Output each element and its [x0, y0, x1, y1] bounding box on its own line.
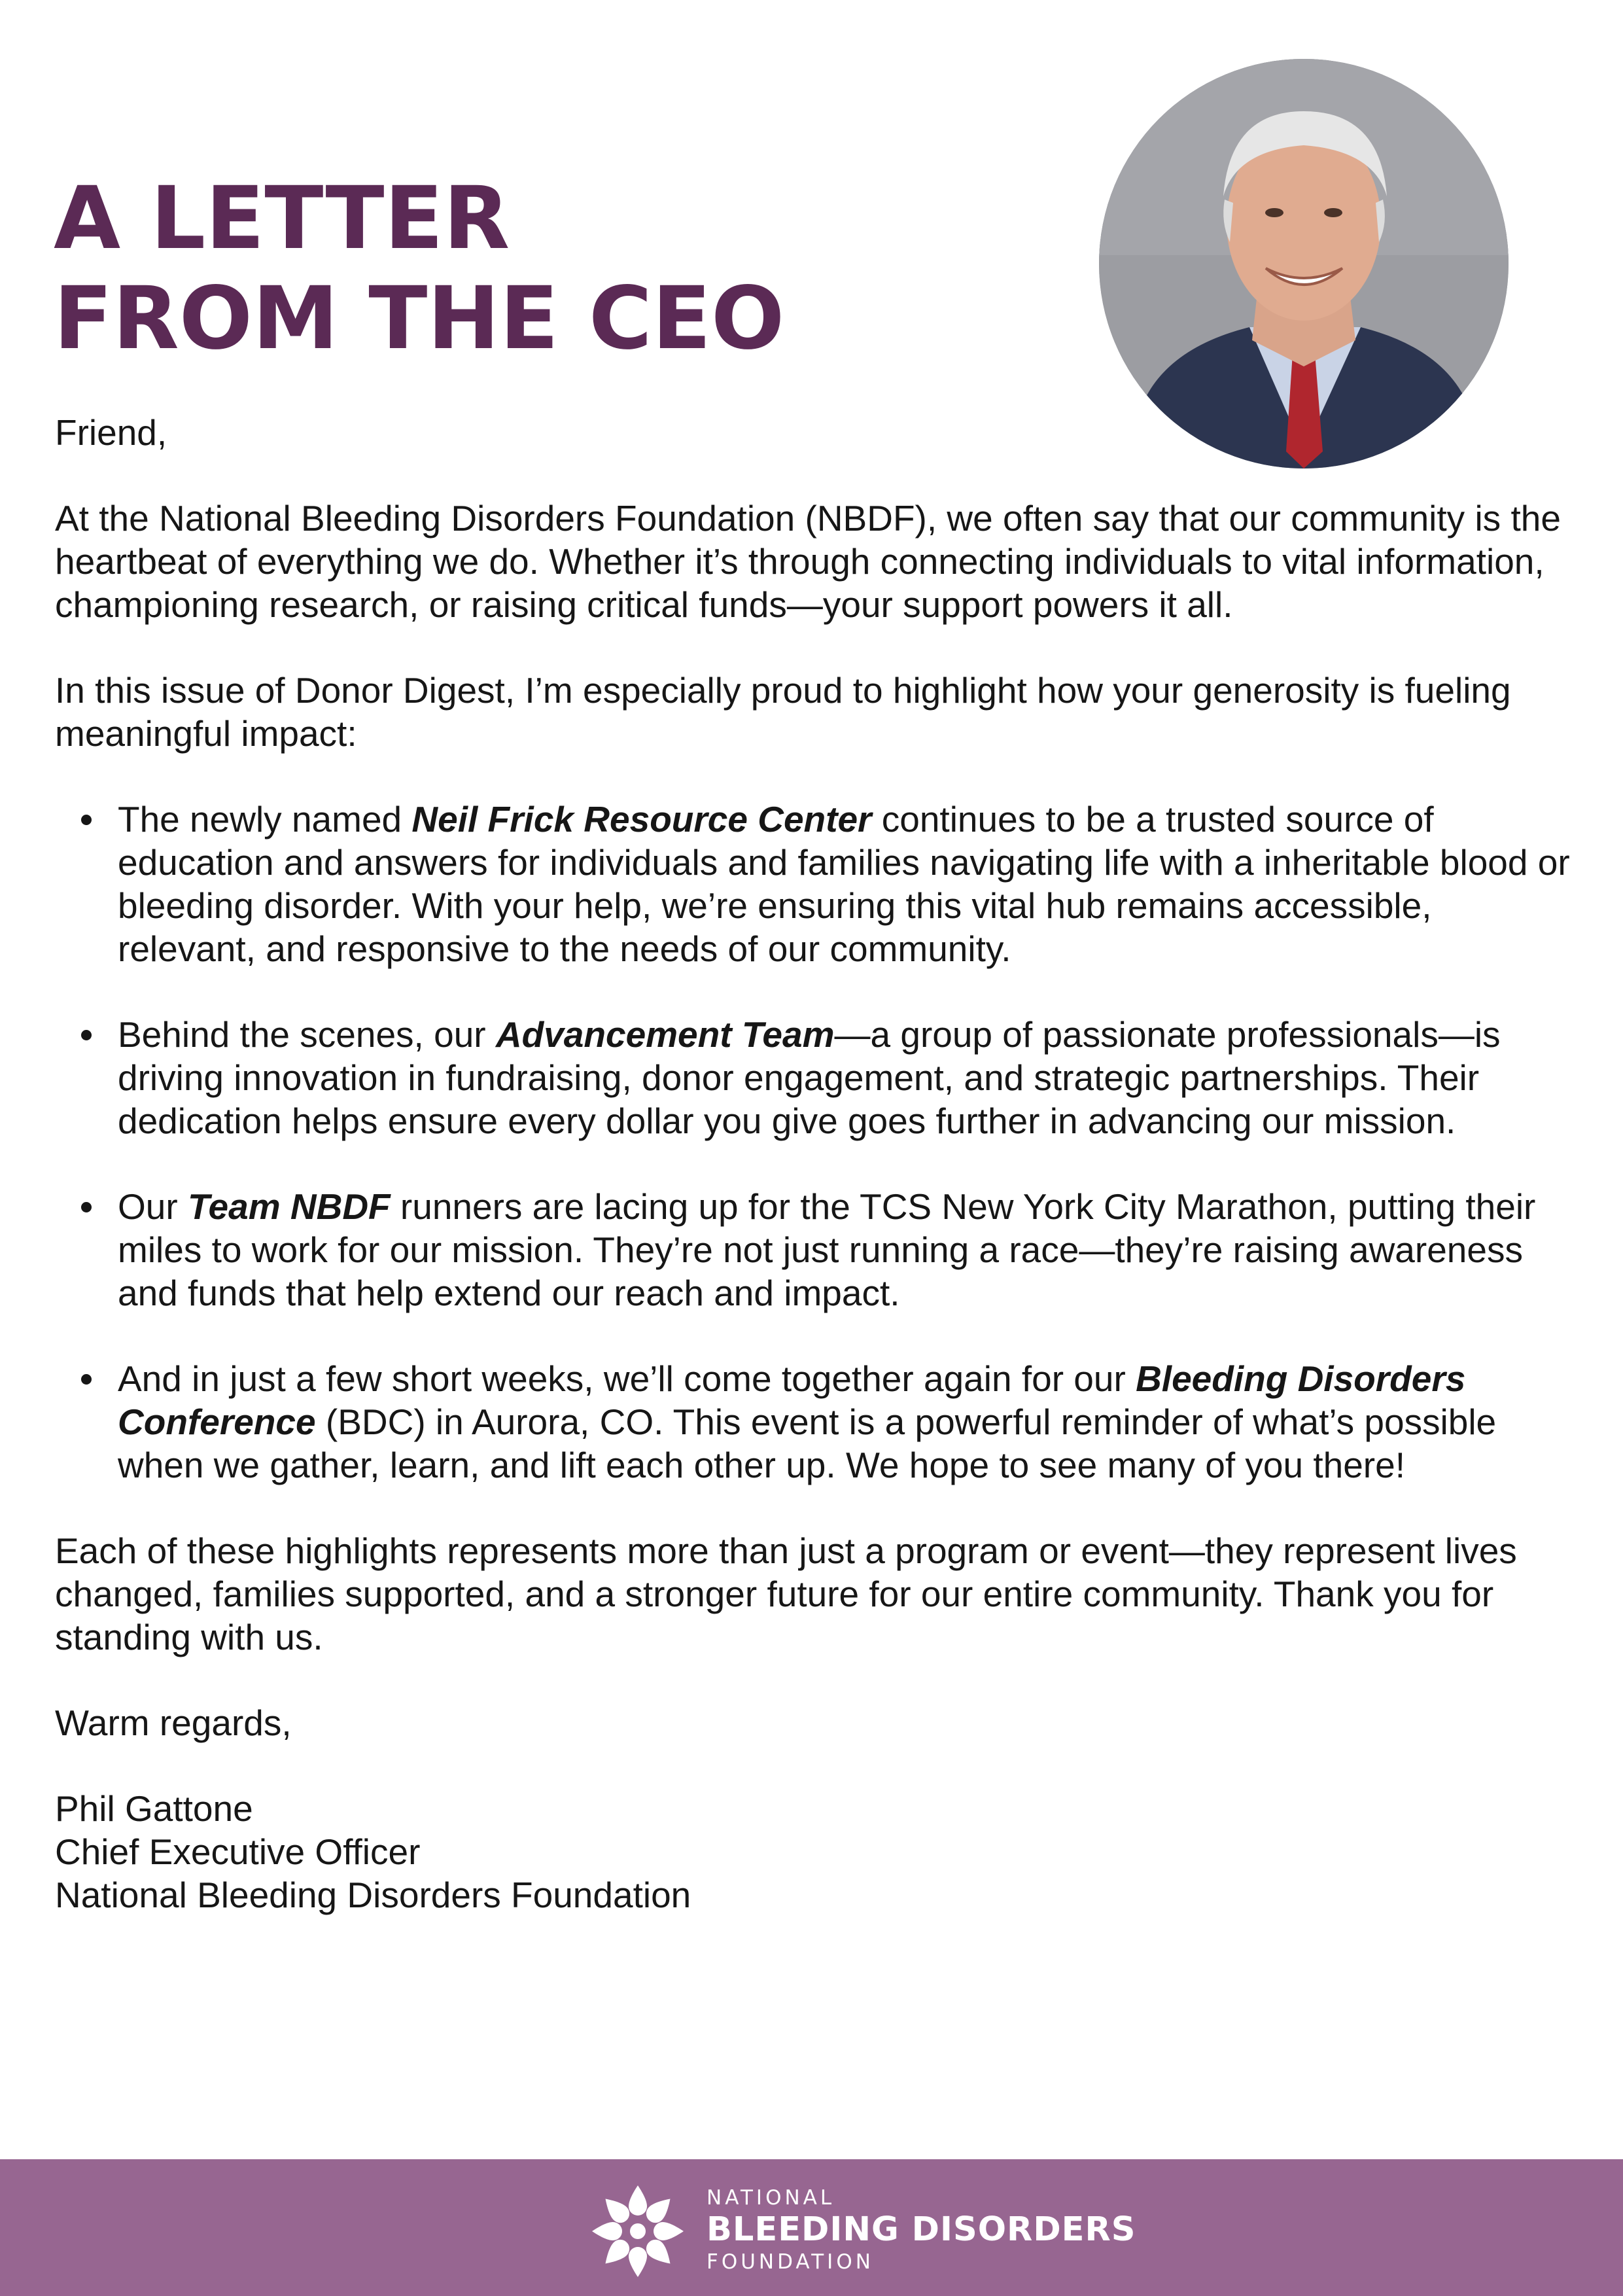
title-line-1: A LETTER: [54, 168, 510, 269]
lead-paragraph: In this issue of Donor Digest, I’m especially proud to highlight how your generosity is fueling meaningful impact:: [55, 670, 1511, 754]
ceo-portrait: [1099, 59, 1509, 468]
list-item: And in just a few short weeks, we’ll come together again for our Bleeding Disorders Conference (BDC) in Aurora, CO. This event is a powerful reminder of what’s possible when we gather, learn, and lift each other up. We hope to see many of you there!: [118, 1357, 1579, 1487]
emphasis-text: Neil Frick Resource Center: [411, 799, 872, 839]
salutation: Friend,: [55, 412, 167, 453]
footer-banner: [0, 2159, 1623, 2296]
emphasis-text: Team NBDF: [187, 1186, 391, 1227]
list-item: The newly named Neil Frick Resource Center continues to be a trusted source of education and answers for individuals and families navigating life with a inheritable blood or bleeding disorder. With your help, we’re ensuring this vital hub remains accessible, relevant, and responsive to the needs of our community.: [118, 798, 1579, 970]
sign-off: Warm regards,: [55, 1703, 292, 1743]
letter-body: [55, 411, 1579, 1916]
signer-name: Phil Gattone: [55, 1788, 253, 1829]
page-title: [54, 169, 784, 369]
signer-org: National Bleeding Disorders Foundation: [55, 1875, 691, 1915]
logo-line-3: FOUNDATION: [707, 2250, 874, 2274]
flower-droplet-icon: [589, 2182, 687, 2280]
signature-block: [55, 1787, 1579, 1916]
foundation-logo-text: [707, 2185, 1136, 2274]
logo-line-1: NATIONAL: [707, 2186, 835, 2210]
list-item: Behind the scenes, our Advancement Team—a group of passionate professionals—is driving innovation in fundraising, donor engagement, and strategic partnerships. Their dedication helps ensure every dollar you give goes further in advancing our mission.: [118, 1013, 1579, 1142]
signer-title: Chief Executive Officer: [55, 1831, 421, 1872]
list-item: Our Team NBDF runners are lacing up for the TCS New York City Marathon, putting their miles to work for our mission. They’re not just running a race—they’re raising awareness and funds that help extend our reach and impact.: [118, 1185, 1579, 1315]
highlights-list: [55, 798, 1579, 1487]
logo-line-2: BLEEDING DISORDERS: [707, 2210, 1136, 2249]
title-line-2: FROM THE CEO: [54, 268, 785, 369]
emphasis-text: Advancement Team: [495, 1014, 835, 1055]
closing-paragraph: Each of these highlights represents more than just a program or event—they represent lives changed, families supported, and a stronger future for our entire community. Thank you for standing with us.: [55, 1530, 1517, 1657]
intro-paragraph: At the National Bleeding Disorders Foundation (NBDF), we often say that our community is the heartbeat of everything we do. Whether it’s through connecting individuals to vital information, championing research, or raising critical funds—your support powers it all.: [55, 498, 1561, 625]
emphasis-text: Bleeding Disorders Conference: [118, 1358, 1466, 1442]
